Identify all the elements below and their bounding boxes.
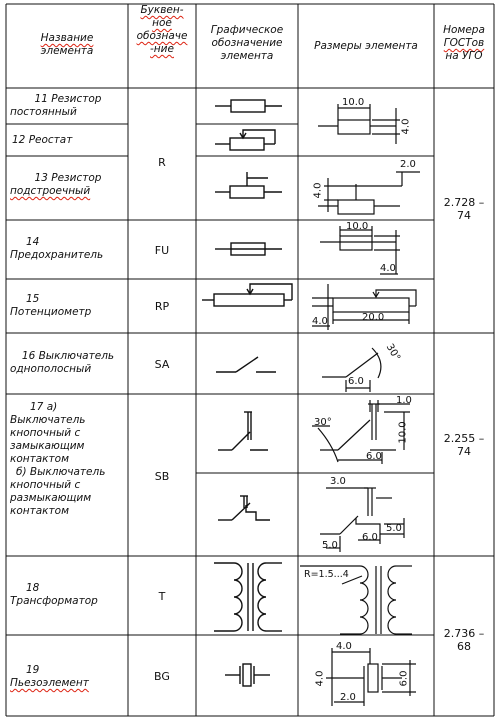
header-gost-line3: на УГО [445,50,483,62]
letter-sb: SB [154,470,170,483]
letter-rp: RP [154,300,170,313]
row-17-name [10,401,126,518]
header-name-line2: элемента [40,45,94,57]
row-11-line1: 11 Резистор [34,93,102,105]
gost-2255 [434,432,494,458]
row-15-name [10,293,126,319]
dim-p-h: 4.0 [312,316,328,327]
row-19-line2: Пьезоэлемент [10,677,89,689]
row-13-line2: подстроечный [10,185,91,197]
row-18-name [10,582,126,608]
header-dims: Размеры элемента [314,40,418,52]
letter-fu: FU [154,244,170,257]
dim-r-h: 4.0 [400,118,412,135]
dim-sb2-b: 6.0 [362,532,378,543]
gost-2736-line1: 2.736 – [443,627,485,640]
gost-2255-line2: 74 [457,445,471,458]
dim-sb2-a: 5.0 [386,523,402,534]
dim-f-h: 4.0 [380,263,396,274]
letter-bg: BG [154,670,170,683]
row-19-name [10,664,126,690]
header-name-line1: Название [40,32,94,44]
gost-2736-line2: 68 [457,640,471,653]
gost-2728-line1: 2.728 – [443,196,485,209]
header-graphic-line1: Графическое [210,24,284,36]
dim-t-radius: R=1.5...4 [304,569,349,580]
header-letter-line2: ное [152,17,172,29]
dim-tr-off: 2.0 [400,159,416,170]
dim-sb-angle: 30° [314,417,332,428]
dim-sb-len: 6.0 [366,451,382,462]
row-17-line7: кнопочный с [10,479,81,491]
row-18-line2: Трансформатор [10,595,98,607]
dim-p-len: 20.0 [362,312,385,323]
dim-sb2-top: 3.0 [330,476,346,487]
gost-2728 [434,196,494,222]
header-gost-line2: ГОСТов [443,37,485,49]
row-17-line8: размыкающим [10,492,92,504]
row-16-name [10,350,126,376]
header-graphic-line2: обозначение [211,37,283,49]
row-17-line2: Выключатель [10,414,86,426]
dim-bg-gap: 2.0 [340,692,356,703]
row-17-line5: контактом [10,453,69,465]
row-12-name: 12 Реостат [12,134,73,146]
letter-r: R [158,156,166,169]
row-11-line2: постоянный [10,106,77,118]
header-gost-line1: Номера [443,24,485,36]
row-14-name [10,236,126,262]
letter-sa: SA [154,358,170,371]
dim-f-len: 10.0 [346,221,369,232]
header-graphic [196,24,298,63]
row-14-line1: 14 [26,236,40,248]
dim-r-len: 10.0 [342,97,365,108]
row-18-line1: 18 [26,582,40,594]
header-gost [434,24,494,63]
row-16-line2: однополосный [10,363,92,375]
dim-sa-len: 6.0 [348,376,364,387]
dim-sa-angle: 30° [383,342,403,363]
gost-2736 [434,627,494,653]
header-graphic-line3: элемента [220,50,274,62]
dim-sb2-c: 5.0 [322,540,338,551]
row-16-line1: 16 Выключатель [21,350,115,362]
row-14-line2: Предохранитель [10,249,104,261]
dim-bg-h2: 6.0 [398,670,410,687]
gost-2728-line2: 74 [457,209,471,222]
header-letter [128,4,196,56]
header-letter-line3: обозначе [136,30,188,42]
header-letter-line4: -ние [150,43,174,55]
gost-2255-line1: 2.255 – [443,432,485,445]
dim-bg-w: 4.0 [336,641,352,652]
row-15-line2: Потенциометр [10,306,92,318]
row-17-line1: 17 а) [30,401,58,413]
dim-sb-h: 10.0 [397,421,409,444]
row-17-line3: кнопочный с [10,427,81,439]
letter-t: T [158,590,166,603]
dim-bg-h: 4.0 [314,670,326,687]
row-11-name [10,93,126,119]
row-17-line6: б) Выключатель [16,466,106,478]
row-13-name [10,172,126,198]
header-name [6,32,128,58]
header-letter-line1: Буквен- [140,4,184,16]
row-19-line1: 19 [26,664,40,676]
dim-sb-w: 1.0 [396,395,412,406]
row-17-line9: контактом [10,505,69,517]
row-17-line4: замыкающим [10,440,85,452]
row-13-line1: 13 Резистор [34,172,102,184]
dim-tr-h: 4.0 [312,182,324,199]
row-15-line1: 15 [26,293,40,305]
